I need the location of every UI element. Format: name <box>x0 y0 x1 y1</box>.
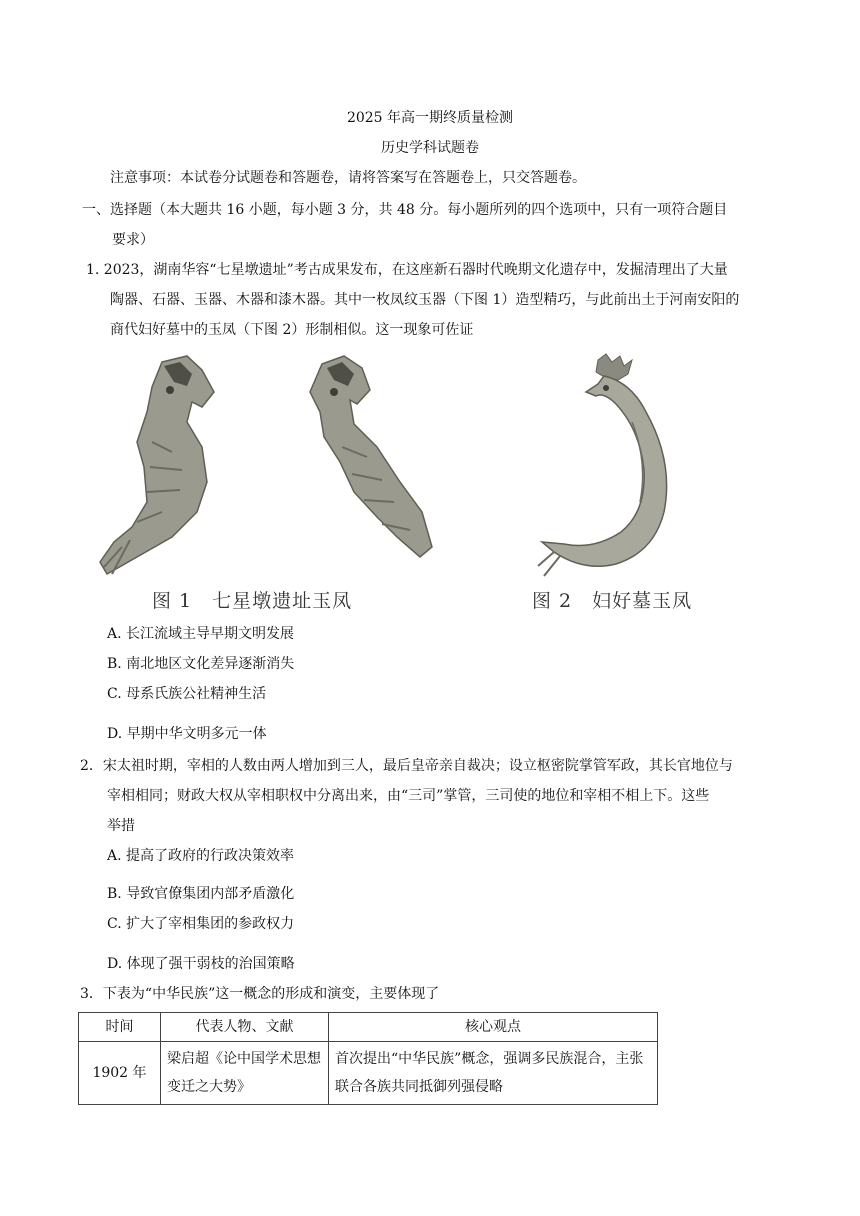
q1-option-a: A. 长江流域主导早期文明发展 <box>107 626 295 642</box>
exam-subtitle: 历史学科试题卷 <box>381 140 479 156</box>
table-row <box>79 1042 658 1105</box>
figure2-caption: 图 2 妇好墓玉凤 <box>532 590 693 612</box>
q2-option-a: A. 提高了政府的行政决策效率 <box>107 848 295 864</box>
figure1-caption: 图 1 七星墩遗址玉凤 <box>152 590 353 612</box>
table-header-view: 核心观点 <box>329 1013 658 1042</box>
figure1-jade-phoenix-back <box>282 352 442 580</box>
table-header-row <box>79 1013 658 1042</box>
q1-option-d: D. 早期中华文明多元一体 <box>107 726 267 742</box>
figure1-jade-phoenix-front <box>92 352 267 580</box>
q2-stem-line1: 2．宋太祖时期，宰相的人数由两人增加到三人，最后皇帝亲自裁决；设立枢密院掌管军政，其长官地位与 <box>80 758 733 774</box>
exam-notice: 注意事项：本试卷分试题卷和答题卷，请将答案写在答题卷上，只交答题卷。 <box>110 170 586 186</box>
q1-stem-line1: 1. 2023，湖南华容“七星墩遗址”考古成果发布，在这座新石器时代晚期文化遗存中，发掘清理出了大量 <box>86 262 728 278</box>
table-header-time: 时间 <box>79 1013 161 1042</box>
q1-option-c: C. 母系氏族公社精神生活 <box>107 686 267 702</box>
table-header-author: 代表人物、文献 <box>161 1013 329 1042</box>
table-cell-view: 首次提出“中华民族”概念，强调多民族混合，主张联合各族共同抵御列强侵略 <box>329 1042 658 1105</box>
table-cell-author: 梁启超《论中国学术思想变迁之大势》 <box>161 1042 329 1105</box>
q2-option-c: C. 扩大了宰相集团的参政权力 <box>107 916 295 932</box>
table-cell-time: 1902 年 <box>79 1042 161 1105</box>
q2-stem-line3: 举措 <box>107 818 135 834</box>
q2-option-b: B. 导致官僚集团内部矛盾激化 <box>107 886 295 902</box>
section-heading-line1: 一、选择题（本大题共 16 小题，每小题 3 分，共 48 分。每小题所列的四个选项中，只有一项符合题目 <box>82 202 728 218</box>
q3-stem: 3．下表为“中华民族”这一概念的形成和演变，主要体现了 <box>80 986 440 1002</box>
q3-table <box>78 1012 658 1105</box>
exam-title: 2025 年高一期终质量检测 <box>346 110 514 126</box>
section-heading-line2: 要求） <box>112 232 154 248</box>
figure2-jade-phoenix-fuhao <box>536 352 696 580</box>
q1-stem-line2: 陶器、石器、玉器、木器和漆木器。其中一枚凤纹玉器（下图 1）造型精巧，与此前出土于河南安阳的 <box>110 292 740 308</box>
q1-stem-line3: 商代妇好墓中的玉凤（下图 2）形制相似。这一现象可佐证 <box>110 322 474 338</box>
q2-option-d: D. 体现了强干弱枝的治国策略 <box>107 956 295 972</box>
q1-option-b: B. 南北地区文化差异逐渐消失 <box>107 656 295 672</box>
q2-stem-line2: 宰相相同；财政大权从宰相职权中分离出来，由“三司”掌管，三司使的地位和宰相不相上下。这些 <box>107 788 710 804</box>
